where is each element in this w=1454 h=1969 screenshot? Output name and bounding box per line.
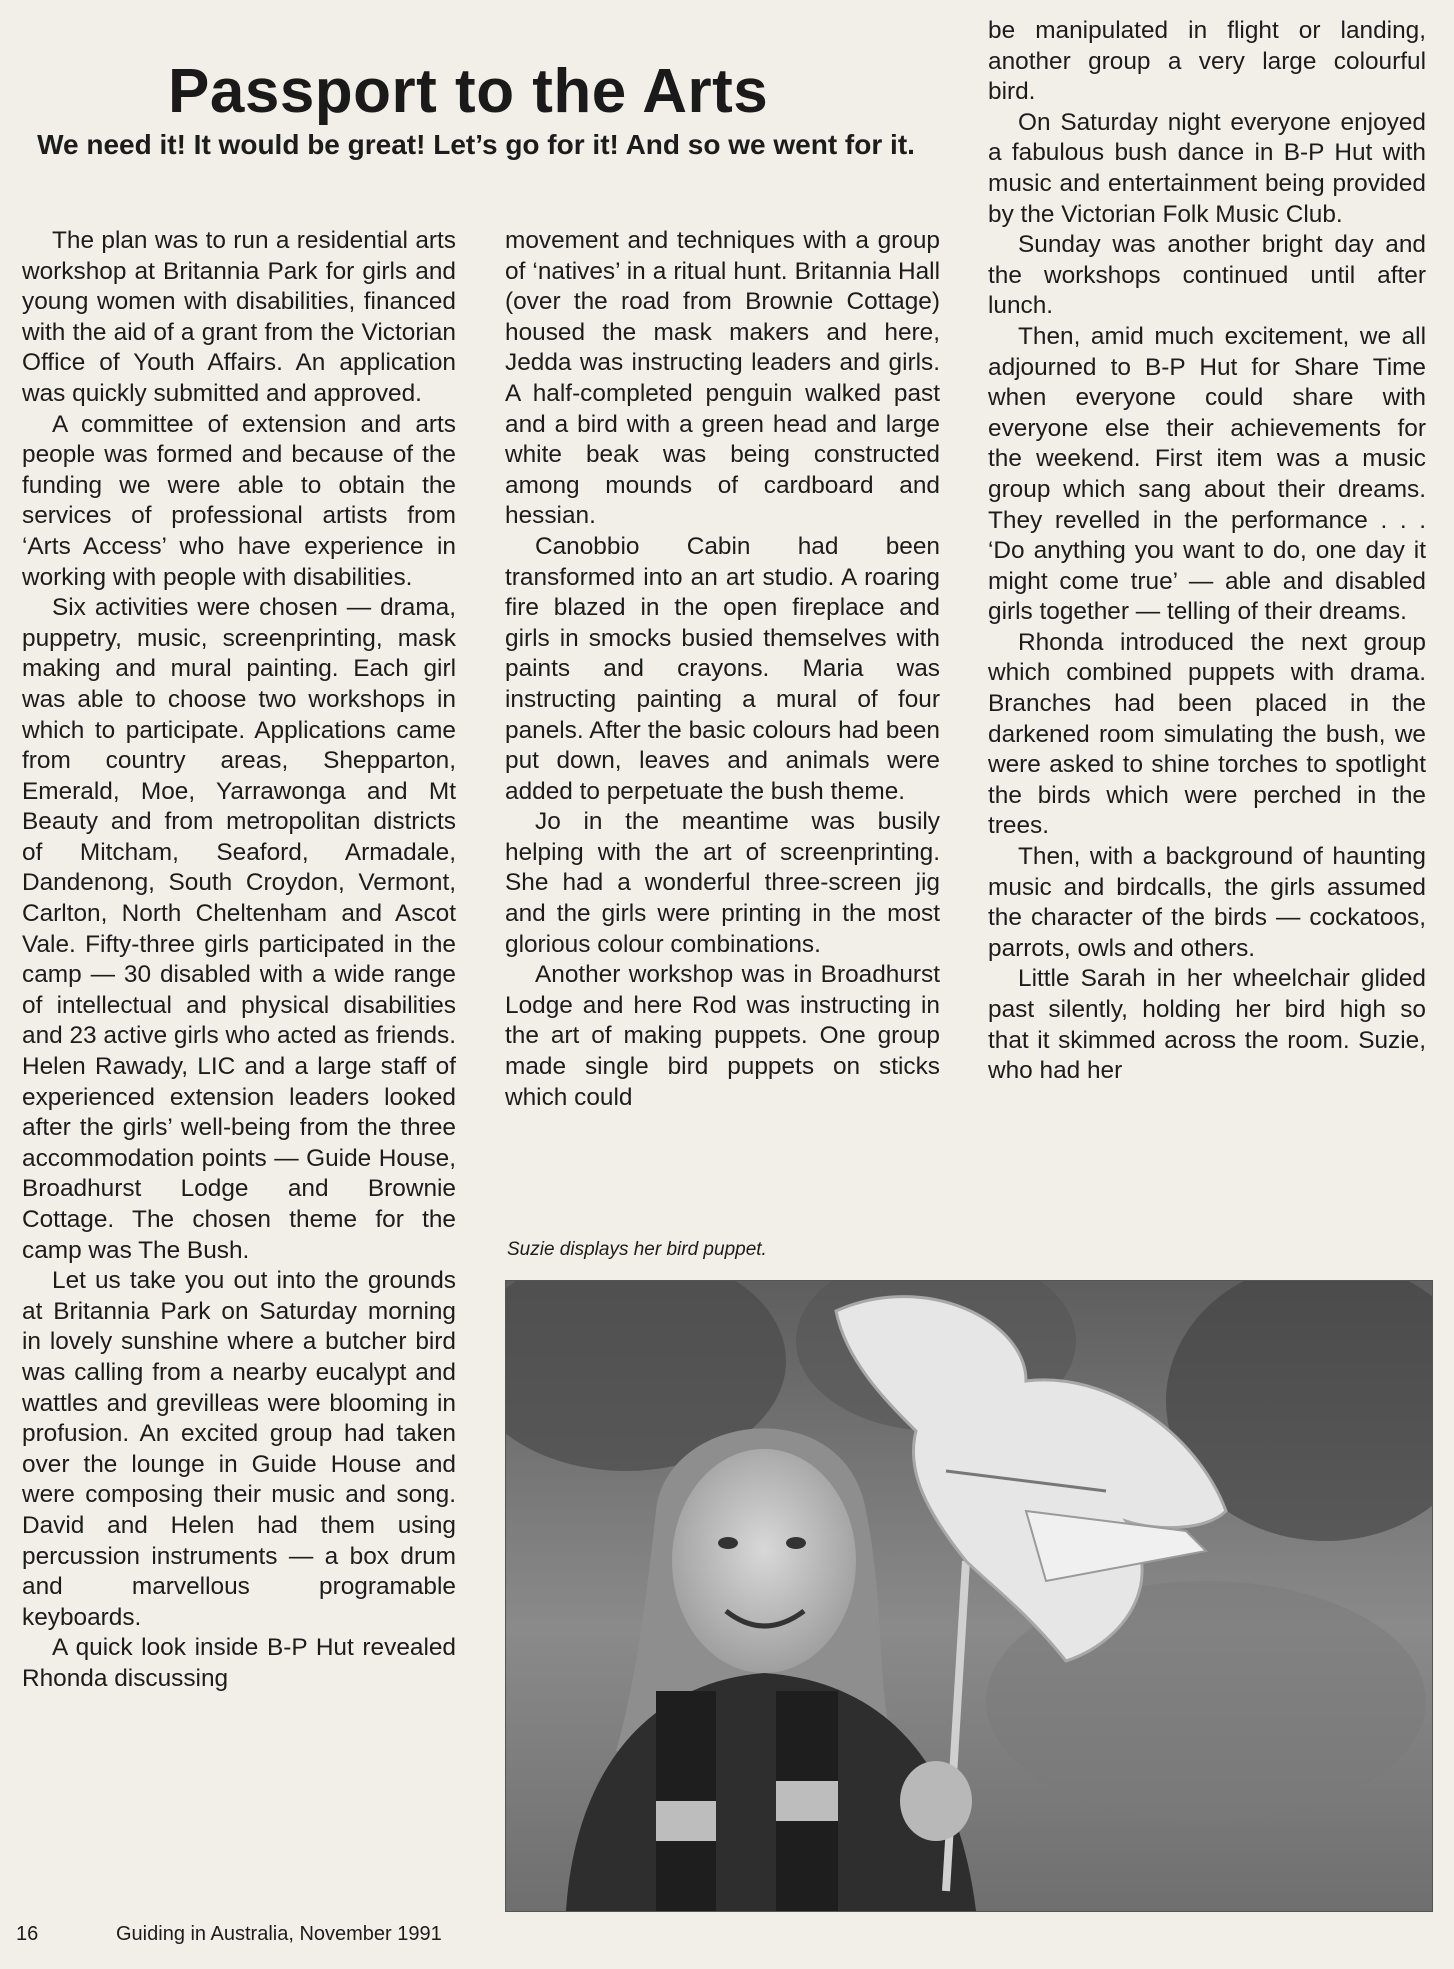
column-2 <box>505 226 940 1221</box>
paragraph: Then, amid much excitement, we all adjourned to B-P Hut for Share Time when everyone could share with everyone else their achievements for the weekend. First item was a music group which sang about their dreams. They revelled in the performance . . . ‘Do anything you want to do, one day it might come true’ — able and disabled girls together — telling of their dreams. <box>988 322 1426 626</box>
paragraph: Let us take you out into the grounds at Britannia Park on Saturday morning in lovely sunshine where a butcher bird was calling from a nearby eucalypt and wattles and grevilleas were blooming in profusion. An excited group had taken over the lounge in Guide House and were composing their music and song. David and Helen had them using percussion instruments — a box drum and marvellous programable keyboards. <box>22 1267 456 1631</box>
page-footer <box>16 1922 716 1946</box>
paragraph: A committee of extension and arts people was formed and because of the funding we were able to obtain the services of professional artists from ‘Arts Access’ who have experience in working with people with disabilities. <box>22 410 456 591</box>
article-title: Passport to the Arts <box>168 56 769 126</box>
paragraph: be manipulated in flight or landing, another group a very large colourful bird. <box>988 17 1426 106</box>
paragraph: Then, with a background of haunting music and birdcalls, the girls assumed the character of the birds — cockatoos, parrots, owls and others. <box>988 843 1426 962</box>
paragraph: movement and techniques with a group of ‘natives’ in a ritual hunt. Britannia Hall (over the road from Brownie Cottage) housed the mask makers and here, Jedda was instructing leaders and girls. A half-completed penguin walked past and a bird with a green head and large white beak was being constructed among mounds of cardboard and hessian. <box>505 227 940 530</box>
publication-line: Guiding in Australia, November 1991 <box>116 1923 442 1945</box>
photo-caption: Suzie displays her bird puppet. <box>507 1239 767 1260</box>
column-3 <box>988 16 1426 1221</box>
paragraph: Jo in the meantime was busily helping with the art of screenprinting. She had a wonderful three-screen jig and the girls were printing in the most glorious colour combinations. <box>505 808 940 958</box>
photo-girl-with-bird-puppet <box>505 1280 1433 1912</box>
paragraph: Sunday was another bright day and the workshops continued until after lunch. <box>988 231 1426 320</box>
paragraph: Six activities were chosen — drama, puppetry, music, screenprinting, mask making and mural painting. Each girl was able to choose two workshops in which to participate. Applications came from country areas, Shepparton, Emerald, Moe, Yarrawonga and Mt Beauty and from metropolitan districts of Mitcham, Seaford, Armadale, Dandenong, South Croydon, Vermont, Carlton, North Cheltenham and Ascot Vale. Fifty-three girls participated in the camp — 30 disabled with a wide range of intellectual and physical disabilities and 23 active girls who acted as friends. Helen Rawady, LIC and a large staff of experienced extension leaders looked after the girls’ well-being from the three accommodation points — Guide House, Broadhurst Lodge and Brownie Cottage. The chosen theme for the camp was The Bush. <box>22 594 456 1264</box>
photo-image <box>506 1281 1432 1911</box>
page-number: 16 <box>16 1923 39 1945</box>
paragraph: Rhonda introduced the next group which combined puppets with drama. Branches had been placed in the darkened room simulating the bush, we were asked to shine torches to spotlight the birds which were perched in the trees. <box>988 628 1426 840</box>
column-1 <box>22 226 456 1816</box>
paragraph: Another workshop was in Broadhurst Lodge and here Rod was instructing in the art of making puppets. One group made single bird puppets on sticks which could <box>505 961 940 1111</box>
paragraph: Little Sarah in her wheelchair glided past silently, holding her bird high so that it skimmed across the room. Suzie, who had her <box>988 965 1426 1085</box>
paragraph: Canobbio Cabin had been transformed into an art studio. A roaring fire blazed in the open fireplace and girls in smocks busied themselves with paints and crayons. Maria was instructing painting a mural of four panels. After the basic colours had been put down, leaves and animals were added to perpetuate the bush theme. <box>505 532 940 805</box>
paragraph: On Saturday night everyone enjoyed a fabulous bush dance in B-P Hut with music and entertainment being provided by the Victorian Folk Music Club. <box>988 108 1426 228</box>
paragraph: A quick look inside B-P Hut revealed Rhonda discussing <box>22 1634 456 1692</box>
paragraph: The plan was to run a residential arts workshop at Britannia Park for girls and young women with disabilities, financed with the aid of a grant from the Victorian Office of Youth Affairs. An application was quickly submitted and approved. <box>22 227 456 407</box>
article-subtitle: We need it! It would be great! Let’s go for it! And so we went for it. <box>37 129 915 160</box>
